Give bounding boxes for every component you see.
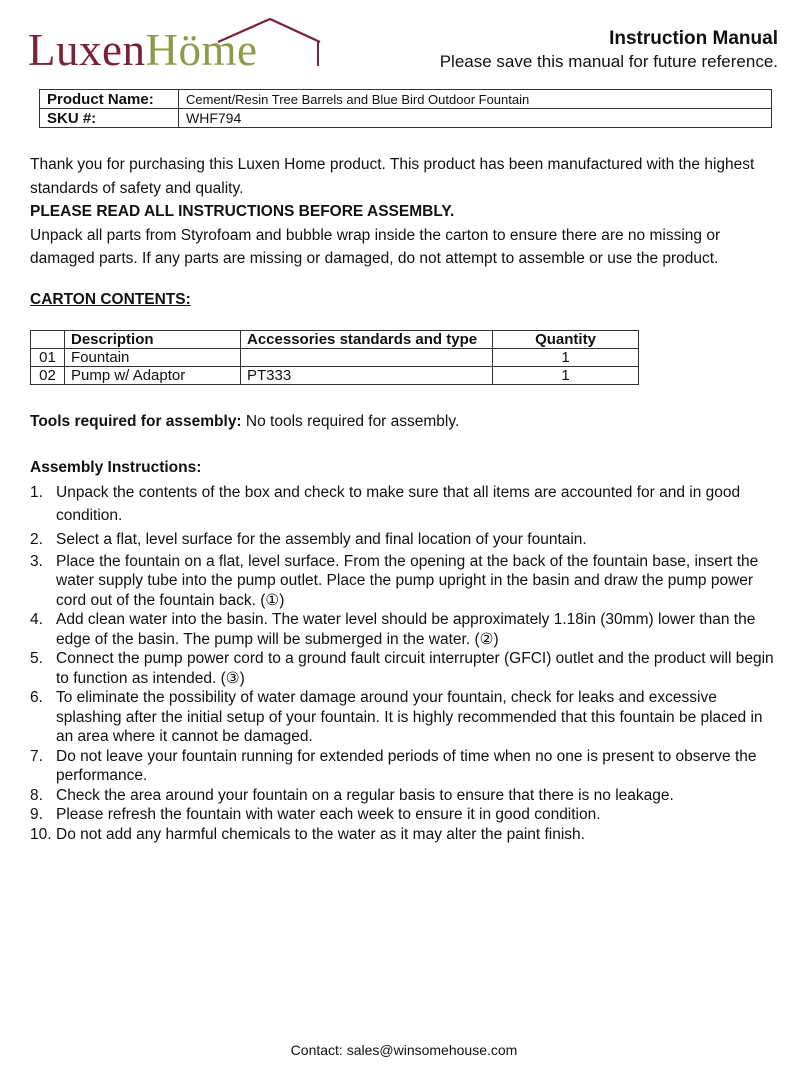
list-item (30, 552, 782, 611)
step-number: 5. (30, 650, 43, 667)
step-text: Check the area around your fountain on a regular basis to ensure that there is no leakage. (56, 786, 674, 804)
tools-label: Tools required for assembly: (30, 413, 242, 430)
list-item (30, 747, 782, 786)
assembly-steps-list (30, 481, 782, 844)
list-item (30, 530, 782, 550)
step-number: 2. (30, 531, 43, 548)
product-info-table (39, 89, 772, 128)
list-item (30, 688, 782, 747)
list-item (30, 786, 782, 806)
step-text: Please refresh the fountain with water each week to ensure it in good condition. (56, 806, 601, 823)
step-text: Connect the pump power cord to a ground fault circuit interrupter (GFCI) outlet and the product will begin to function as intended. (③) (56, 650, 774, 687)
sku-label: SKU #: (40, 109, 179, 128)
step-text: Do not add any harmful chemicals to the water as it may alter the paint finish. (56, 825, 585, 843)
table-row (31, 349, 639, 367)
step-text: Place the fountain on a flat, level surface. From the opening at the back of the fountain base, insert the water supply tube into the pump outlet. Place the pump upright in the basin and draw the pump power cord out of the fountain back. (①) (56, 552, 759, 609)
list-item (30, 805, 782, 825)
manual-subtitle: Please save this manual for future reference. (439, 52, 778, 71)
step-number: 4. (30, 611, 43, 628)
intro-read-warning: PLEASE READ ALL INSTRUCTIONS BEFORE ASSEMBLY. (30, 203, 455, 220)
manual-title: Instruction Manual (609, 28, 778, 49)
step-number: 3. (30, 552, 43, 570)
header-no (31, 331, 65, 349)
logo-luxen: Luxen (28, 25, 146, 75)
list-item (30, 825, 782, 845)
sku-row (40, 109, 772, 128)
step-number: 9. (30, 806, 43, 823)
list-item (30, 610, 782, 649)
list-item (30, 481, 782, 527)
contact-email: Contact: sales@winsomehouse.com (290, 1042, 518, 1058)
row-description: Pump w/ Adaptor (65, 367, 241, 385)
product-name-value: Cement/Resin Tree Barrels and Blue Bird Outdoor Fountain (179, 90, 772, 109)
row-description: Fountain (65, 349, 241, 367)
product-name-row (40, 90, 772, 109)
list-item (30, 649, 782, 688)
step-number: 1. (30, 484, 43, 501)
carton-contents-heading: CARTON CONTENTS: (30, 291, 191, 308)
tools-required (30, 410, 780, 434)
table-header-row (31, 331, 639, 349)
step-number: 6. (30, 689, 43, 706)
row-no: 02 (31, 367, 65, 385)
step-number: 8. (30, 786, 43, 804)
assembly-heading: Assembly Instructions: (30, 459, 202, 476)
header-accessories: Accessories standards and type (241, 331, 493, 349)
row-accessories (241, 349, 493, 367)
step-number: 10. (30, 825, 52, 843)
step-text: Select a flat, level surface for the assembly and final location of your fountain. (56, 531, 587, 548)
product-name-label: Product Name: (40, 90, 179, 109)
step-number: 7. (30, 747, 43, 765)
step-text: Add clean water into the basin. The water level should be approximately 1.18in (30mm) lower than the edge of the basin. The pump will be submerged in the water. (②) (56, 611, 756, 648)
header-description: Description (65, 331, 241, 349)
carton-contents-table (30, 330, 639, 385)
logo-home: Höme (145, 25, 258, 75)
row-quantity: 1 (493, 349, 639, 367)
row-no: 01 (31, 349, 65, 367)
intro-unpack: Unpack all parts from Styrofoam and bubble wrap inside the carton to ensure there are no missing or damaged parts. If any parts are missing or damaged, do not attempt to assemble or use the product. (30, 226, 721, 267)
row-quantity: 1 (493, 367, 639, 385)
intro-thanks: Thank you for purchasing this Luxen Home product. This product has been manufactured with the highest standards of safety and quality. (30, 156, 755, 197)
step-text: To eliminate the possibility of water damage around your fountain, check for leaks and excessive splashing after the initial setup of your fountain. It is highly recommended that this fountain be placed in an area where it cannot be damaged. (56, 689, 763, 745)
header-quantity: Quantity (493, 331, 639, 349)
row-accessories: PT333 (241, 367, 493, 385)
step-text: Unpack the contents of the box and check to make sure that all items are accounted for and in good condition. (56, 484, 741, 524)
table-row (31, 367, 639, 385)
step-text: Do not leave your fountain running for extended periods of time when no one is present to observe the performance. (56, 747, 757, 784)
luxen-home-logo (28, 16, 298, 74)
intro-section (30, 153, 780, 271)
logo-text (28, 26, 257, 74)
sku-value: WHF794 (179, 109, 772, 128)
tools-text: No tools required for assembly. (241, 413, 460, 430)
